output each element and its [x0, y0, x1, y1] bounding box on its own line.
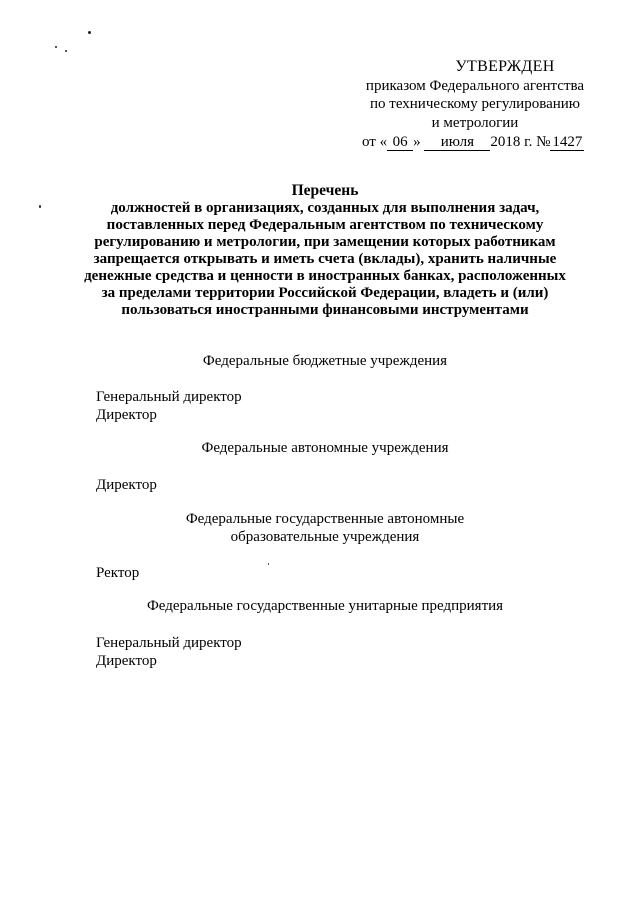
scan-speck	[268, 563, 269, 565]
title-line: поставленных перед Федеральным агентством по техническому	[106, 217, 544, 233]
scan-speck	[88, 31, 91, 34]
section-heading: образовательные учреждения	[230, 529, 420, 545]
section-heading: Федеральные государственные автономные	[185, 511, 465, 527]
title-line: денежные средства и ценности в иностранных банках, расположенных	[84, 268, 566, 284]
position-item: Ректор	[96, 565, 140, 581]
title-heading: Перечень	[291, 182, 359, 199]
document-title	[60, 182, 590, 319]
title-line: должностей в организациях, созданных для выполнения задач,	[110, 200, 540, 216]
scan-speck	[65, 50, 67, 52]
date-month: июля	[424, 134, 490, 151]
date-mid: »	[413, 134, 421, 150]
position-item: Генеральный директор	[96, 635, 242, 651]
position-item: Директор	[96, 477, 157, 493]
approval-block	[340, 58, 610, 152]
date-prefix: от «	[362, 134, 388, 150]
approval-heading: УТВЕРЖДЕН	[455, 58, 555, 75]
scan-speck	[39, 205, 41, 208]
title-line: регулированию и метрологии, при замещении которых работникам	[94, 234, 556, 250]
section-heading: Федеральные бюджетные учреждения	[202, 353, 448, 369]
title-line: за пределами территории Российской Федерации, владеть и (или)	[101, 285, 549, 301]
order-number: 1427	[552, 134, 583, 150]
approval-line: приказом Федерального агентства	[365, 77, 585, 94]
position-item: Генеральный директор	[96, 389, 242, 405]
approval-date-line	[340, 133, 610, 152]
position-item: Директор	[96, 407, 157, 423]
position-item: Директор	[96, 653, 157, 669]
title-line: запрещается открывать и иметь счета (вклады), хранить наличные	[93, 251, 557, 267]
section-heading: Федеральные государственные унитарные предприятия	[146, 598, 504, 614]
approval-line: и метрологии	[431, 114, 519, 131]
date-year: 2018 г. №	[490, 134, 551, 150]
approval-line: по техническому регулированию	[369, 96, 581, 112]
title-line: пользоваться иностранными финансовыми инструментами	[121, 302, 529, 318]
section-heading: Федеральные автономные учреждения	[201, 440, 449, 456]
scan-speck	[55, 46, 57, 48]
date-day: 06	[387, 134, 413, 151]
